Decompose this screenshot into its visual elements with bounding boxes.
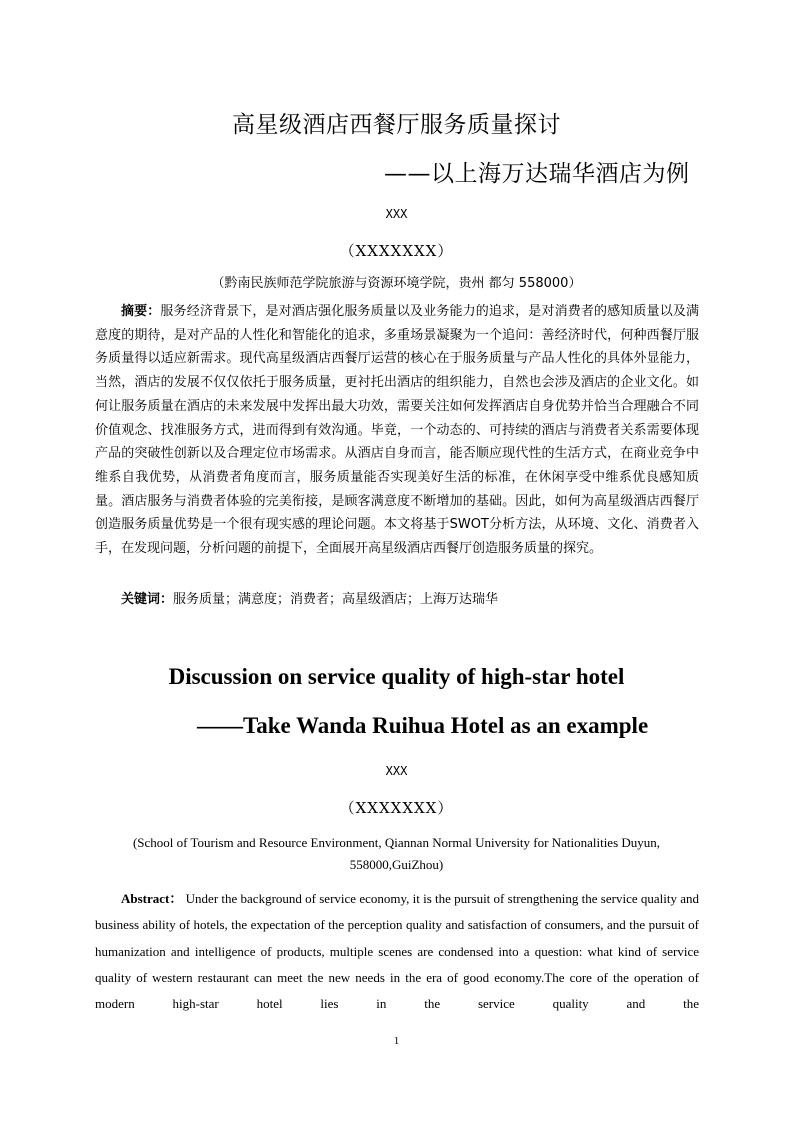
- english-abstract-label: Abstract：: [121, 891, 183, 906]
- english-title: Discussion on service quality of high-star hotel: [168, 664, 625, 689]
- chinese-keywords-text: 服务质量；满意度；消费者；高星级酒店；上海万达瑞华: [173, 592, 499, 607]
- page-number: 1: [393, 1035, 400, 1047]
- chinese-keywords: [121, 588, 498, 612]
- chinese-abstract-text: 服务经济背景下，是对酒店强化服务质量以及业务能力的追求，是对消费者的感知质量以及满意度的期待，是对产品的人性化和智能化的追求，多重场景凝聚为一个追问：善经济时代，何种西餐厅服务质量得以适应新需求。现代高星级酒店西餐厅运营的核心在于服务质量与产品人性化的具体外显能力，当然，酒店的发展不仅仅依托于服务质量，更衬托出酒店的组织能力，自然也会涉及酒店的企业文化。如何让服务质量在酒店的未来发展中发挥出最大功效，需要关注如何发挥酒店自身优势并恰当合理融合不同价值观念、找准服务方式，进而得到有效沟通。毕竟，一个动态的、可持续的酒店与消费者关系需要体现产品的突破性创新以及合理定位市场需求。从酒店自身而言，能否顺应现代性的生活方式，在商业竞争中维系自我优势，从消费者角度而言，服务质量能否实现美好生活的标准，在休闲享受中维系优良感知质量。酒店服务与消费者体验的完美衔接，是顾客满意度不断增加的基础。因此，如何为高星级酒店西餐厅创造服务质量优势是一个很有现实感的理论问题。本文将基于SWOT分析方法，从环境、文化、消费者入手，在发现问题，分析问题的前提下，全面展开高星级酒店西餐厅创造服务质量的探究。: [95, 304, 699, 557]
- chinese-keywords-label: 关键词：: [121, 592, 174, 607]
- english-abstract: [95, 886, 699, 1017]
- english-subtitle: ——Take Wanda Ruihua Hotel as an example: [197, 713, 649, 738]
- chinese-abstract-label: 摘要：: [121, 304, 161, 319]
- chinese-title: 高星级酒店西餐厅服务质量探讨: [232, 112, 561, 138]
- chinese-affiliation: （黔南民族师范学院旅游与资源环境学院，贵州 都匀 558000）: [211, 276, 582, 291]
- chinese-author: XXX: [385, 207, 408, 221]
- english-author-id: （XXXXXXX）: [339, 799, 454, 817]
- english-affiliation: (School of Tourism and Resource Environment, Qiannan Normal University for Nationalities Duyun, 558000,GuiZhou): [132, 835, 661, 872]
- chinese-abstract: [95, 300, 699, 561]
- chinese-author-id: （XXXXXXX）: [339, 242, 454, 260]
- english-abstract-text: Under the background of service economy, it is the pursuit of strengthening the service quality and business ability of hotels, the expectation of the perception quality and satisfaction of consumers, and the pursuit of humanization and intelligence of products, multiple scenes are condensed into a question: what kind of service quality of western restaurant can meet the new needs in the era of good economy.The core of the operation of modern high-star hotel lies in the service quality and the: [95, 891, 699, 1012]
- chinese-subtitle: ——以上海万达瑞华酒店为例: [384, 161, 690, 187]
- english-author: XXX: [385, 764, 408, 778]
